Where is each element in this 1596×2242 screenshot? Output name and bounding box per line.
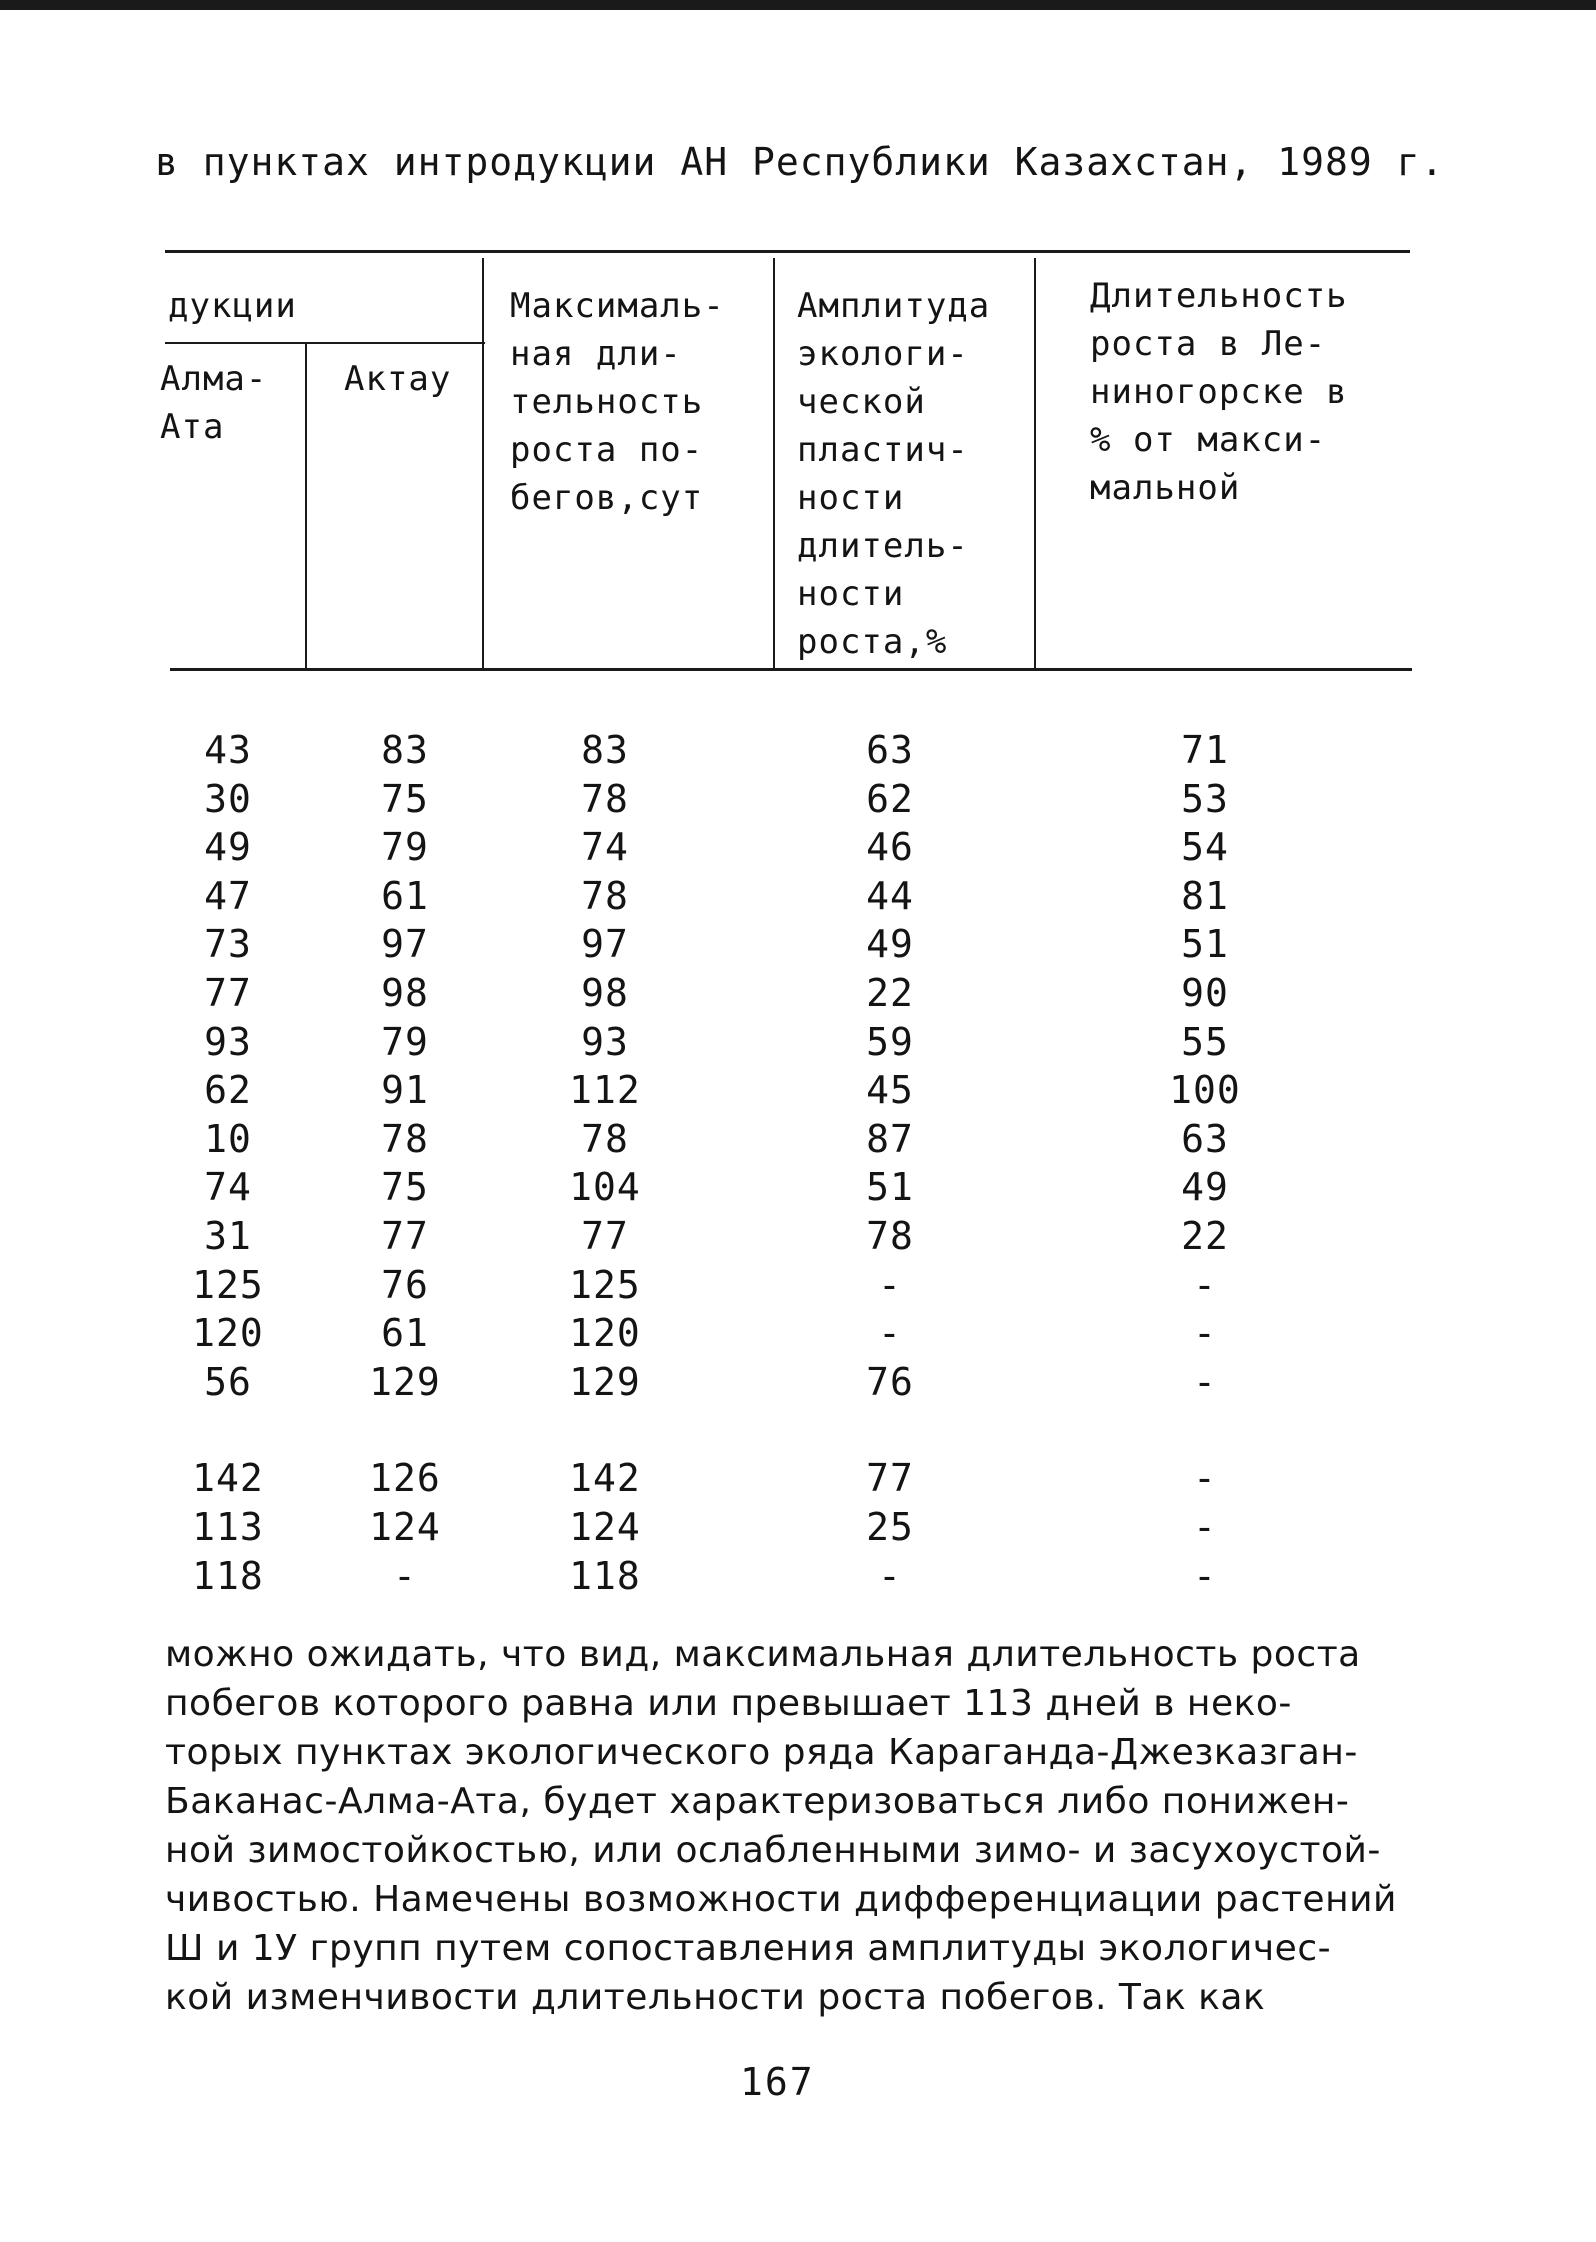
table-cell-amplitude: - xyxy=(878,1553,902,1598)
table-caption: в пунктах интродукции АН Республики Казахстан, 1989 г. xyxy=(155,140,1445,184)
header-alma-ata: Алма- Ата xyxy=(160,359,268,447)
table-cell-max-duration: 74 xyxy=(581,825,629,870)
table-cell-amplitude: 49 xyxy=(866,922,914,967)
table-cell-leninogorsk: - xyxy=(1193,1553,1217,1598)
col-divider-4 xyxy=(1034,258,1036,668)
paragraph-line: кой изменчивости длительности роста побегов. Так как xyxy=(165,1977,1266,2018)
header-bottom-rule xyxy=(170,668,1412,671)
table-cell-aktau: 76 xyxy=(381,1262,429,1307)
table-cell-leninogorsk: 55 xyxy=(1181,1019,1229,1064)
table-cell-leninogorsk: 54 xyxy=(1181,825,1229,870)
table-cell-amplitude: 22 xyxy=(866,971,914,1015)
page-number: 167 xyxy=(740,2060,815,2104)
table-cell-amplitude: - xyxy=(878,1262,902,1307)
table-cell-max-duration: 124 xyxy=(569,1505,641,1549)
table-cell-leninogorsk: - xyxy=(1193,1262,1217,1307)
paragraph-line: можно ожидать, что вид, максимальная длительность роста xyxy=(165,1634,1361,1675)
table-cell-alma-ata: 56 xyxy=(204,1359,252,1404)
table-cell-leninogorsk: 90 xyxy=(1181,971,1229,1015)
table-cell-leninogorsk: - xyxy=(1193,1456,1217,1501)
table-cell-max-duration: 129 xyxy=(569,1359,641,1404)
table-cell-alma-ata: 49 xyxy=(204,825,252,870)
table-cell-max-duration: 78 xyxy=(581,873,629,918)
col-divider-1 xyxy=(305,342,307,670)
table-cell-max-duration: 77 xyxy=(581,1214,629,1258)
table-cell-aktau: 75 xyxy=(381,1165,429,1210)
table-cell-alma-ata: 77 xyxy=(204,971,252,1015)
table-cell-amplitude: 45 xyxy=(866,1068,914,1113)
table-cell-aktau: 75 xyxy=(381,776,429,821)
table-cell-alma-ata: 93 xyxy=(204,1019,252,1064)
table-cell-max-duration: 78 xyxy=(581,776,629,821)
table-cell-amplitude: 76 xyxy=(866,1359,914,1404)
col-divider-3 xyxy=(773,258,775,670)
table-cell-aktau: 129 xyxy=(369,1359,441,1404)
table-cell-aktau: 79 xyxy=(381,825,429,870)
table-cell-amplitude: 44 xyxy=(866,873,914,918)
table-cell-max-duration: 97 xyxy=(581,922,629,967)
paragraph-line: Ш и 1У групп путем сопоставления амплитуды экологичес- xyxy=(165,1928,1332,1969)
table-cell-leninogorsk: 49 xyxy=(1181,1165,1229,1210)
table-cell-amplitude: 25 xyxy=(866,1505,914,1549)
body-paragraph xyxy=(165,1630,1465,2022)
header-max-duration: Максималь- ная дли- тельность роста по- бегов,сут xyxy=(510,286,725,518)
table-cell-aktau: 91 xyxy=(381,1068,429,1113)
table-cell-leninogorsk: - xyxy=(1193,1359,1217,1404)
table-cell-max-duration: 120 xyxy=(569,1311,641,1356)
table-cell-alma-ata: 74 xyxy=(204,1165,252,1210)
table-cell-amplitude: - xyxy=(878,1311,902,1356)
table-cell-aktau: 61 xyxy=(381,873,429,918)
table-cell-alma-ata: 73 xyxy=(204,922,252,967)
paragraph-line: Баканас-Алма-Ата, будет характеризоваться либо понижен- xyxy=(165,1781,1350,1822)
table-cell-max-duration: 112 xyxy=(569,1068,641,1113)
table-cell-leninogorsk: 71 xyxy=(1181,728,1229,772)
table-cell-leninogorsk: - xyxy=(1193,1311,1217,1356)
table-cell-aktau: 78 xyxy=(381,1116,429,1161)
table-cell-amplitude: 77 xyxy=(866,1456,914,1501)
paragraph-line: чивостью. Намечены возможности дифференциации растений xyxy=(165,1879,1397,1920)
table-cell-max-duration: 78 xyxy=(581,1116,629,1161)
table-cell-alma-ata: 120 xyxy=(192,1311,264,1356)
table-cell-amplitude: 63 xyxy=(866,728,914,772)
table-cell-aktau: 77 xyxy=(381,1214,429,1258)
table-cell-leninogorsk: 100 xyxy=(1169,1068,1241,1113)
table-cell-aktau: 61 xyxy=(381,1311,429,1356)
table-cell-leninogorsk: 53 xyxy=(1181,776,1229,821)
table-cell-max-duration: 125 xyxy=(569,1262,641,1307)
table-cell-aktau: 98 xyxy=(381,971,429,1015)
table-top-rule xyxy=(165,250,1410,253)
table-cell-aktau: 126 xyxy=(369,1456,441,1501)
table-cell-max-duration: 98 xyxy=(581,971,629,1015)
header-leninogorsk: Длительность роста в Ле- ниногорске в % от макси- мальной xyxy=(1090,276,1348,508)
table-cell-alma-ata: 10 xyxy=(204,1116,252,1161)
table-cell-aktau: 83 xyxy=(381,728,429,772)
table-cell-max-duration: 93 xyxy=(581,1019,629,1064)
group-underline-rule xyxy=(165,342,485,344)
paragraph-line: ной зимостойкостью, или ослабленными зимо- и засухоустой- xyxy=(165,1830,1381,1871)
table-cell-leninogorsk: 51 xyxy=(1181,922,1229,967)
table-cell-alma-ata: 142 xyxy=(192,1456,264,1501)
paragraph-line: торых пунктах экологического ряда Караганда-Джезказган- xyxy=(165,1732,1358,1773)
table-cell-aktau: 124 xyxy=(369,1505,441,1549)
table-cell-amplitude: 46 xyxy=(866,825,914,870)
header-group: дукции xyxy=(168,286,297,326)
table-cell-alma-ata: 47 xyxy=(204,873,252,918)
table-cell-alma-ata: 125 xyxy=(192,1262,264,1307)
table-cell-amplitude: 78 xyxy=(866,1214,914,1258)
table-cell-amplitude: 51 xyxy=(866,1165,914,1210)
scan-top-edge xyxy=(0,0,1596,10)
table-cell-alma-ata: 31 xyxy=(204,1214,252,1258)
table-cell-aktau: - xyxy=(393,1553,417,1598)
table-cell-alma-ata: 30 xyxy=(204,776,252,821)
table-cell-leninogorsk: 81 xyxy=(1181,873,1229,918)
table-cell-amplitude: 59 xyxy=(866,1019,914,1064)
col-divider-2 xyxy=(482,258,484,670)
table-cell-leninogorsk: - xyxy=(1193,1505,1217,1549)
table-cell-max-duration: 142 xyxy=(569,1456,641,1501)
header-aktau: Актау xyxy=(344,359,452,399)
header-amplitude: Амплитуда экологи- ческой пластич- ности длитель- ности роста,% xyxy=(797,286,991,662)
table-cell-aktau: 97 xyxy=(381,922,429,967)
table-cell-aktau: 79 xyxy=(381,1019,429,1064)
paragraph-line: побегов которого равна или превышает 113 дней в неко- xyxy=(165,1683,1292,1724)
table-cell-alma-ata: 118 xyxy=(192,1553,264,1598)
table-cell-amplitude: 62 xyxy=(866,776,914,821)
table-cell-leninogorsk: 22 xyxy=(1181,1214,1229,1258)
table-cell-alma-ata: 62 xyxy=(204,1068,252,1113)
table-cell-alma-ata: 43 xyxy=(204,728,252,772)
table-cell-max-duration: 104 xyxy=(569,1165,641,1210)
table-cell-max-duration: 118 xyxy=(569,1553,641,1598)
table-cell-leninogorsk: 63 xyxy=(1181,1116,1229,1161)
table-cell-amplitude: 87 xyxy=(866,1116,914,1161)
table-cell-max-duration: 83 xyxy=(581,728,629,772)
table-cell-alma-ata: 113 xyxy=(192,1505,264,1549)
